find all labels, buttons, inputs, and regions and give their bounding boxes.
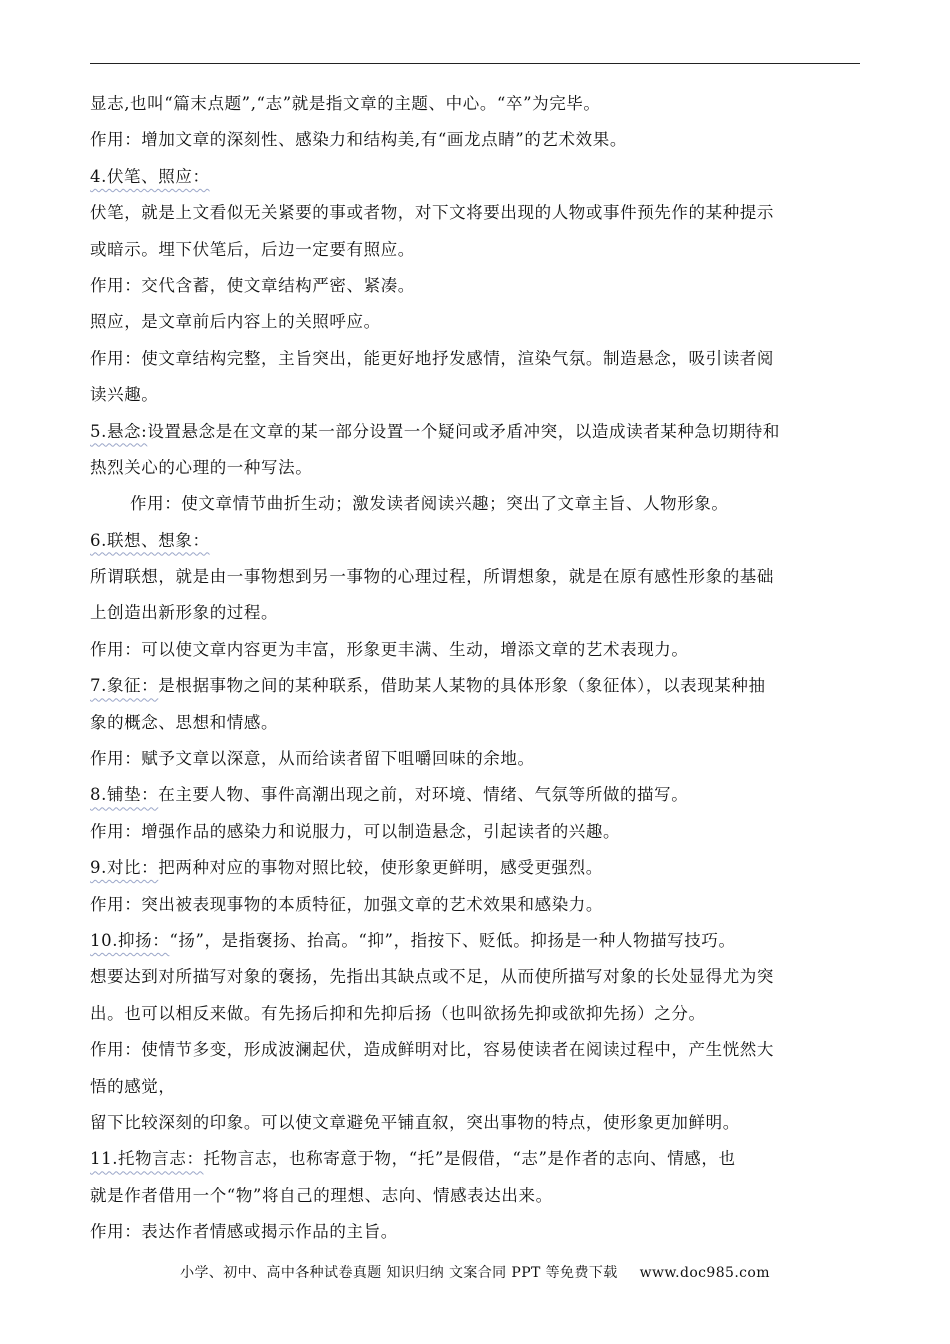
page-footer [0, 1262, 950, 1282]
text-line [90, 1178, 862, 1214]
paragraph-text: 伏笔，就是上文看似无关紧要的事或者物，对下文将要出现的人物或事件预先作的某种提示 [90, 203, 774, 223]
paragraph-text: 作用：增强作品的感染力和说服力，可以制造悬念，引起读者的兴趣。 [90, 821, 621, 841]
paragraph-text: 设置悬念是在文章的某一部分设置一个疑问或矛盾冲突，以造成读者某种急切期待和 [147, 421, 781, 441]
text-line [90, 850, 862, 886]
text-line [90, 559, 862, 595]
paragraph-text: 想要达到对所描写对象的褒扬，先指出其缺点或不足，从而使所描写对象的长处显得尤为突 [90, 967, 774, 987]
paragraph-text: 留下比较深刻的印象。可以使文章避免平铺直叙，突出事物的特点，使形象更加鲜明。 [90, 1112, 740, 1132]
text-line [90, 195, 862, 231]
paragraph-text: 象的概念、思想和情感。 [90, 712, 279, 732]
section-heading: 5.悬念: [90, 421, 148, 441]
text-line [90, 486, 862, 522]
text-line [90, 887, 862, 923]
text-line [90, 595, 862, 631]
header-rule [90, 63, 860, 64]
text-line [90, 1141, 862, 1177]
text-line [90, 341, 862, 377]
section-heading: 8.铺垫： [90, 785, 159, 805]
section-heading: 11.托物言志： [90, 1149, 204, 1169]
paragraph-text: 作用：突出被表现事物的本质特征，加强文章的艺术效果和感染力。 [90, 894, 603, 914]
section-heading: 7.象征： [90, 676, 159, 696]
paragraph-text: “扬”，是指褒扬、抬高。“抑”，指按下、贬低。抑扬是一种人物描写技巧。 [169, 930, 736, 950]
text-line [90, 232, 862, 268]
paragraph-text: 作用：交代含蓄，使文章结构严密、紧凑。 [90, 275, 415, 295]
document-body [90, 86, 862, 1251]
section-heading: 6.联想、想象： [90, 530, 210, 550]
paragraph-text: 照应，是文章前后内容上的关照呼应。 [90, 312, 381, 332]
paragraph-text: 是根据事物之间的某种联系，借助某人某物的具体形象（象征体），以表现某种抽 [158, 676, 766, 696]
text-line [90, 777, 862, 813]
footer-url: www.doc985.com [639, 1265, 770, 1281]
text-line [90, 1032, 862, 1068]
text-line [90, 668, 862, 704]
section-heading: 4.伏笔、照应： [90, 166, 210, 186]
text-line [90, 1069, 862, 1105]
text-line [90, 923, 862, 959]
text-line [90, 741, 862, 777]
paragraph-text: 热烈关心的心理的一种写法。 [90, 457, 313, 477]
text-line [90, 1105, 862, 1141]
text-line [90, 122, 862, 158]
paragraph-text: 作用：表达作者情感或揭示作品的主旨。 [90, 1222, 398, 1242]
paragraph-text: 上创造出新形象的过程。 [90, 603, 279, 623]
text-line [90, 814, 862, 850]
text-line [90, 1214, 862, 1250]
text-line [90, 705, 862, 741]
text-line [90, 86, 862, 122]
paragraph-text: 在主要人物、事件高潮出现之前，对环境、情绪、气氛等所做的描写。 [158, 785, 689, 805]
paragraph-text: 作用：赋予文章以深意，从而给读者留下咀嚼回味的余地。 [90, 749, 535, 769]
text-line [90, 159, 862, 195]
paragraph-text: 作用：使文章结构完整，主旨突出，能更好地抒发感情，渲染气氛。制造悬念，吸引读者阅 [90, 348, 774, 368]
paragraph-text: 把两种对应的事物对照比较，使形象更鲜明，感受更强烈。 [158, 858, 603, 878]
text-line [90, 414, 862, 450]
paragraph-text: 作用：增加文章的深刻性、感染力和结构美,有“画龙点睛”的艺术效果。 [90, 130, 627, 150]
paragraph-text: 悟的感觉， [90, 1076, 176, 1096]
section-heading: 9.对比： [90, 858, 159, 878]
text-line [90, 377, 862, 413]
text-line [90, 996, 862, 1032]
paragraph-text: 托物言志，也称寄意于物，“托”是假借，“志”是作者的志向、情感，也 [203, 1149, 736, 1169]
paragraph-text: 作用：使文章情节曲折生动；激发读者阅读兴趣；突出了文章主旨、人物形象。 [130, 494, 729, 514]
paragraph-text: 就是作者借用一个“物”将自己的理想、志向、情感表达出来。 [90, 1185, 553, 1205]
paragraph-text: 或暗示。埋下伏笔后，后边一定要有照应。 [90, 239, 415, 259]
paragraph-text: 显志,也叫“篇末点题”,“志”就是指文章的主题、中心。“卒”为完毕。 [90, 94, 601, 113]
footer-text: 小学、初中、高中各种试卷真题 知识归纳 文案合同 PPT 等免费下载 [180, 1265, 618, 1281]
paragraph-text: 读兴趣。 [90, 385, 159, 405]
text-line [90, 959, 862, 995]
paragraph-text: 作用：可以使文章内容更为丰富，形象更丰满、生动，增添文章的艺术表现力。 [90, 639, 689, 659]
text-line [90, 523, 862, 559]
paragraph-text: 出。也可以相反来做。有先扬后抑和先抑后扬（也叫欲扬先抑或欲抑先扬）之分。 [90, 1003, 706, 1023]
section-heading: 10.抑扬： [90, 930, 170, 950]
text-line [90, 304, 862, 340]
text-line [90, 450, 862, 486]
text-line [90, 268, 862, 304]
paragraph-text: 所谓联想，就是由一事物想到另一事物的心理过程，所谓想象，就是在原有感性形象的基础 [90, 567, 774, 587]
text-line [90, 632, 862, 668]
paragraph-text: 作用：使情节多变，形成波澜起伏，造成鲜明对比，容易使读者在阅读过程中，产生恍然大 [90, 1040, 774, 1060]
